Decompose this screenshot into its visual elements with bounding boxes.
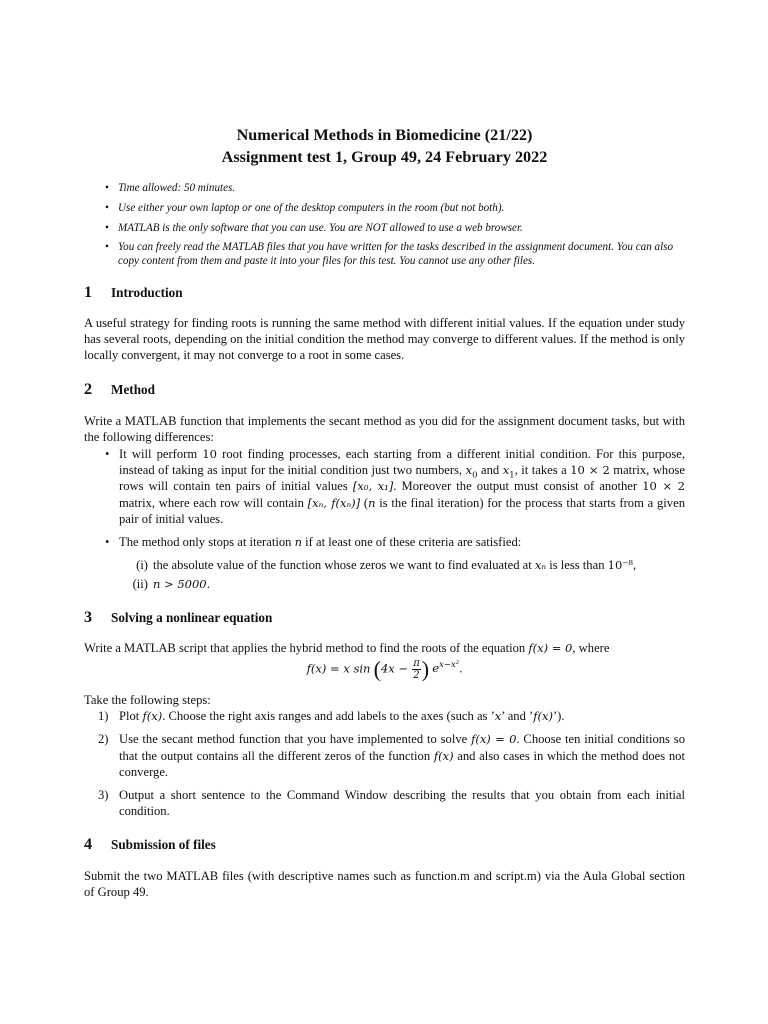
text: the absolute value of the function whose zeros we want to find evaluated at [153, 558, 532, 573]
text: . Moreover the output must consist of another [393, 479, 638, 494]
text: matrix, whose rows will contain ten pairs of initial values [119, 463, 685, 494]
math: xₙ [534, 558, 547, 573]
text: and also cases in which the method does not converge. [119, 748, 685, 779]
text: root finding processes, each starting from a different initial condition. For this purpose, instead of taking as input for the initial condition just two numbers, [119, 446, 685, 478]
difference-item-stopping [84, 534, 685, 550]
text: , where [572, 640, 610, 655]
text: , [632, 558, 637, 573]
text: ’). [552, 709, 565, 724]
list-label: 3) [98, 788, 109, 802]
math: f(x) = 0 [471, 732, 517, 747]
title-assignment: Assignment test 1, Group 49, 24 February 2022 [221, 148, 548, 166]
text: ( [363, 495, 369, 510]
method-paragraph: Write a MATLAB function that implements the secant method as you did for the assignment document tasks, but with the following differences: [84, 413, 685, 444]
math: 4x − [380, 661, 409, 676]
list-label: 1) [98, 709, 109, 724]
section-number: 4 [84, 835, 93, 854]
steps-intro: Take the following steps: [84, 692, 211, 707]
text: Write a MATLAB script that applies the hybrid method to find the roots of the equation [84, 640, 526, 655]
fraction-pi-over-2 [412, 658, 421, 681]
section-title: Submission of files [111, 837, 216, 853]
rule-item: • You can freely read the MATLAB files that you have written for the tasks described in the assignment document. You can also copy content from them and paste it into your files for this test. You cannot use any other files. [84, 241, 685, 268]
denominator: 2 [413, 669, 420, 681]
criteria-list [84, 557, 685, 592]
math: n [368, 495, 376, 510]
list-label: 2) [98, 732, 109, 747]
difference-item-inputs [84, 446, 685, 527]
list-label: (i) [136, 558, 148, 573]
numerator: π [413, 657, 420, 669]
step-item [84, 708, 685, 724]
text: is less than [549, 558, 605, 573]
introduction-paragraph: A useful strategy for finding roots is running the same method with different initial values. If the equation under study has several roots, depending on the initial condition the method may converge to different values. If the method is only locally convergent, it may not converge to a root in some cases. [84, 315, 685, 363]
section-heading-solving [84, 609, 685, 626]
paren-open: ( [373, 656, 381, 682]
list-label: (ii) [132, 577, 148, 592]
submission-paragraph: Submit the two MATLAB files (with descriptive names such as function.m and script.m) via the Aula Global section of Group 49. [84, 868, 685, 899]
math-x1: $x_1$ [502, 463, 515, 481]
differences-list [84, 446, 685, 550]
math: f(x) [142, 709, 163, 724]
text: if at least one of these criteria are satisfied: [305, 534, 522, 549]
section-title: Introduction [111, 284, 183, 300]
text: , it takes a [514, 463, 567, 478]
text: ’ and ’ [501, 709, 534, 724]
rule-item: • Use either your own laptop or one of the desktop computers in the room (but not both). [84, 202, 685, 216]
text: Use the secant method function that you have implemented to solve [119, 732, 468, 747]
math: f(x) [433, 748, 454, 763]
text: and [481, 463, 500, 478]
section-heading-introduction [84, 284, 685, 301]
rule-item: • MATLAB is the only software that you can use. You are NOT allowed to use a web browser. [84, 222, 685, 236]
math-x0: $x_0$ [465, 463, 478, 481]
text: matrix, where each row will contain [119, 495, 304, 510]
equation-f [84, 658, 685, 688]
section-title: Solving a nonlinear equation [111, 609, 273, 625]
math: x [494, 709, 502, 724]
section-number: 1 [84, 282, 93, 301]
text: is the final iteration) for the process that starts from a given pair of initial values. [119, 495, 685, 526]
paren-close: ) [421, 656, 430, 682]
section-title: Method [111, 382, 155, 398]
steps-list [84, 708, 685, 819]
section-heading-method [84, 381, 685, 398]
document-title [84, 124, 685, 168]
solving-paragraph [84, 640, 685, 656]
text: . Choose ten initial conditions so that the output contains all the different zeros of the function [119, 732, 685, 763]
math: f(x) [533, 709, 553, 724]
math: [xₙ, f(xₙ)] [307, 495, 361, 510]
section-number: 2 [84, 380, 93, 399]
section-number: 3 [84, 607, 93, 626]
title-course: Numerical Methods in Biomedicine (21/22) [236, 126, 533, 144]
math: 10⁻⁸ [607, 558, 633, 573]
math: 10 × 2 [642, 479, 685, 494]
text: . [459, 661, 463, 676]
math: 10 [202, 446, 217, 461]
text: Plot [119, 709, 140, 724]
criterion-item [84, 557, 685, 573]
math: n [294, 534, 303, 549]
math: n > 5000. [153, 577, 211, 592]
rule-item: • Time allowed: 50 minutes. [84, 182, 685, 196]
math: f(x) = 0 [528, 640, 573, 655]
text: Output a short sentence to the Command Window describing the results that you obtain from each initial condition. [119, 788, 685, 819]
math: [x₀, x₁] [352, 479, 394, 494]
math-exp: $e^{x-x^2}$ [432, 660, 460, 676]
step-item [84, 731, 685, 780]
text: The method only stops at iteration [119, 534, 292, 549]
section-heading-submission [84, 836, 685, 853]
text: . Choose the right axis ranges and add labels to the axes (such as ’ [162, 709, 495, 724]
math: f(x) = x sin [306, 661, 371, 676]
rules-list [84, 182, 685, 269]
math: 10 × 2 [570, 463, 610, 478]
step-item [84, 787, 685, 819]
document-page [84, 124, 685, 900]
text: It will perform [119, 446, 198, 461]
criterion-item [84, 576, 685, 592]
